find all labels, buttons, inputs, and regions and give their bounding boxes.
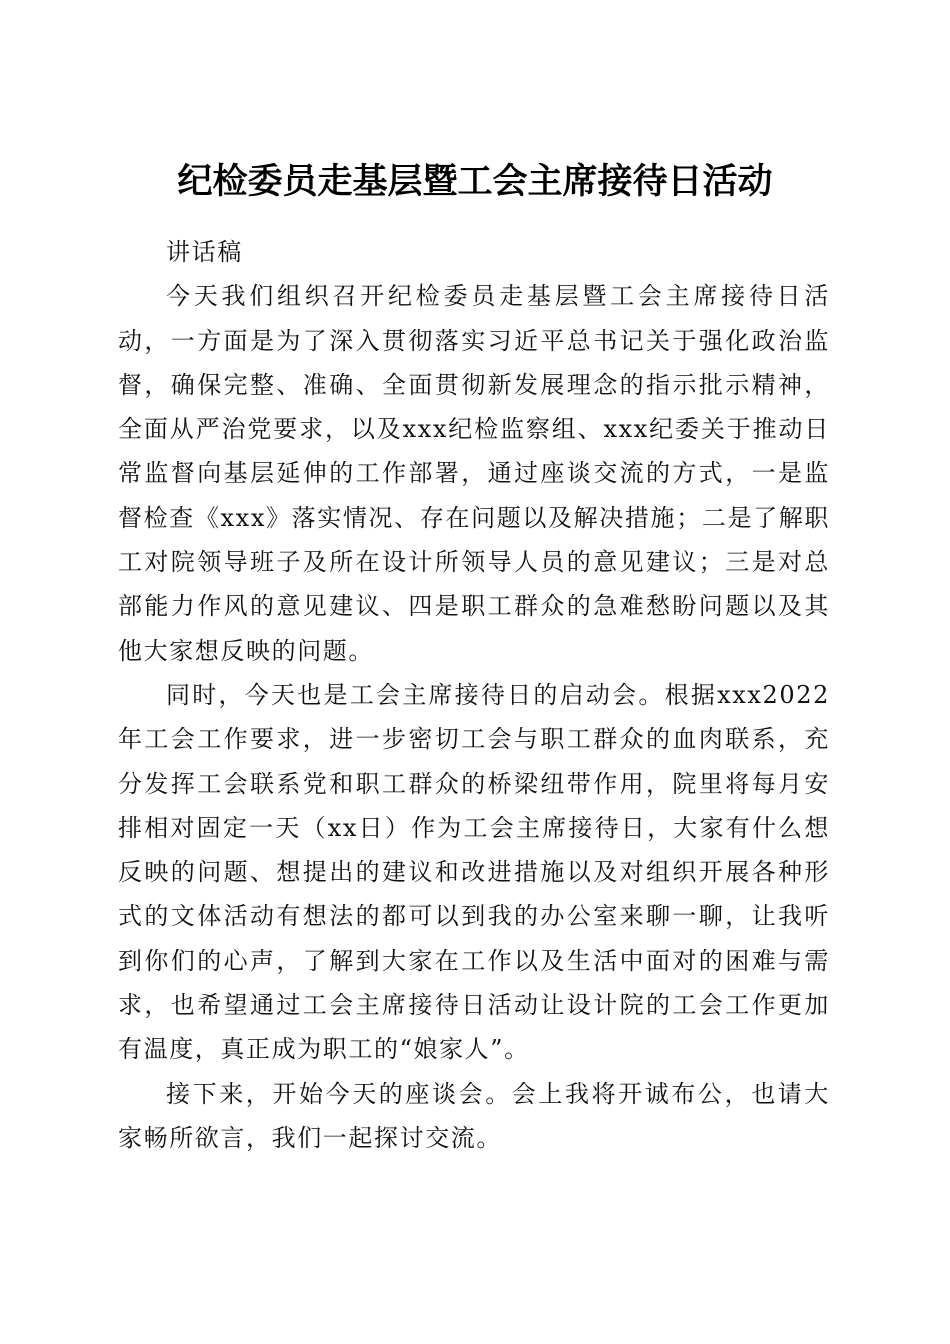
paragraph-3: 接下来，开始今天的座谈会。会上我将开诚布公，也请大家畅所欲言，我们一起探讨交流。 bbox=[118, 1079, 830, 1152]
document-title: 纪检委员走基层暨工会主席接待日活动 bbox=[177, 161, 773, 203]
document-body bbox=[118, 230, 830, 1160]
paragraph-2: 同时，今天也是工会主席接待日的启动会。根据xxx2022年工会工作要求，进一步密切工会与职工群众的血肉联系，充分发挥工会联系党和职工群众的桥梁纽带作用，院里将每月安排相对固定一天（xx日）作为工会主席接待日，大家有什么想反映的问题、想提出的建议和改进措施以及对组织开展各种形式的文体活动有想法的都可以到我的办公室来聊一聊，让我听到你们的心声，了解到大家在工作以及生活中面对的困难与需求，也希望通过工会主席接待日活动让设计院的工会工作更加有温度，真正成为职工的“娘家人”。 bbox=[118, 680, 830, 1064]
paragraph-1: 今天我们组织召开纪检委员走基层暨工会主席接待日活动，一方面是为了深入贯彻落实习近平总书记关于强化政治监督，确保完整、准确、全面贯彻新发展理念的指示批示精神，全面从严治党要求，以及xxx纪检监察组、xxx纪委关于推动日常监督向基层延伸的工作部署，通过座谈交流的方式，一是监督检查《xxx》落实情况、存在问题以及解决措施；二是了解职工对院领导班子及所在设计所领导人员的意见建议；三是对总部能力作风的意见建议、四是职工群众的急难愁盼问题以及其他大家想反映的问题。 bbox=[118, 282, 830, 665]
document-label: 讲话稿 bbox=[166, 238, 243, 266]
